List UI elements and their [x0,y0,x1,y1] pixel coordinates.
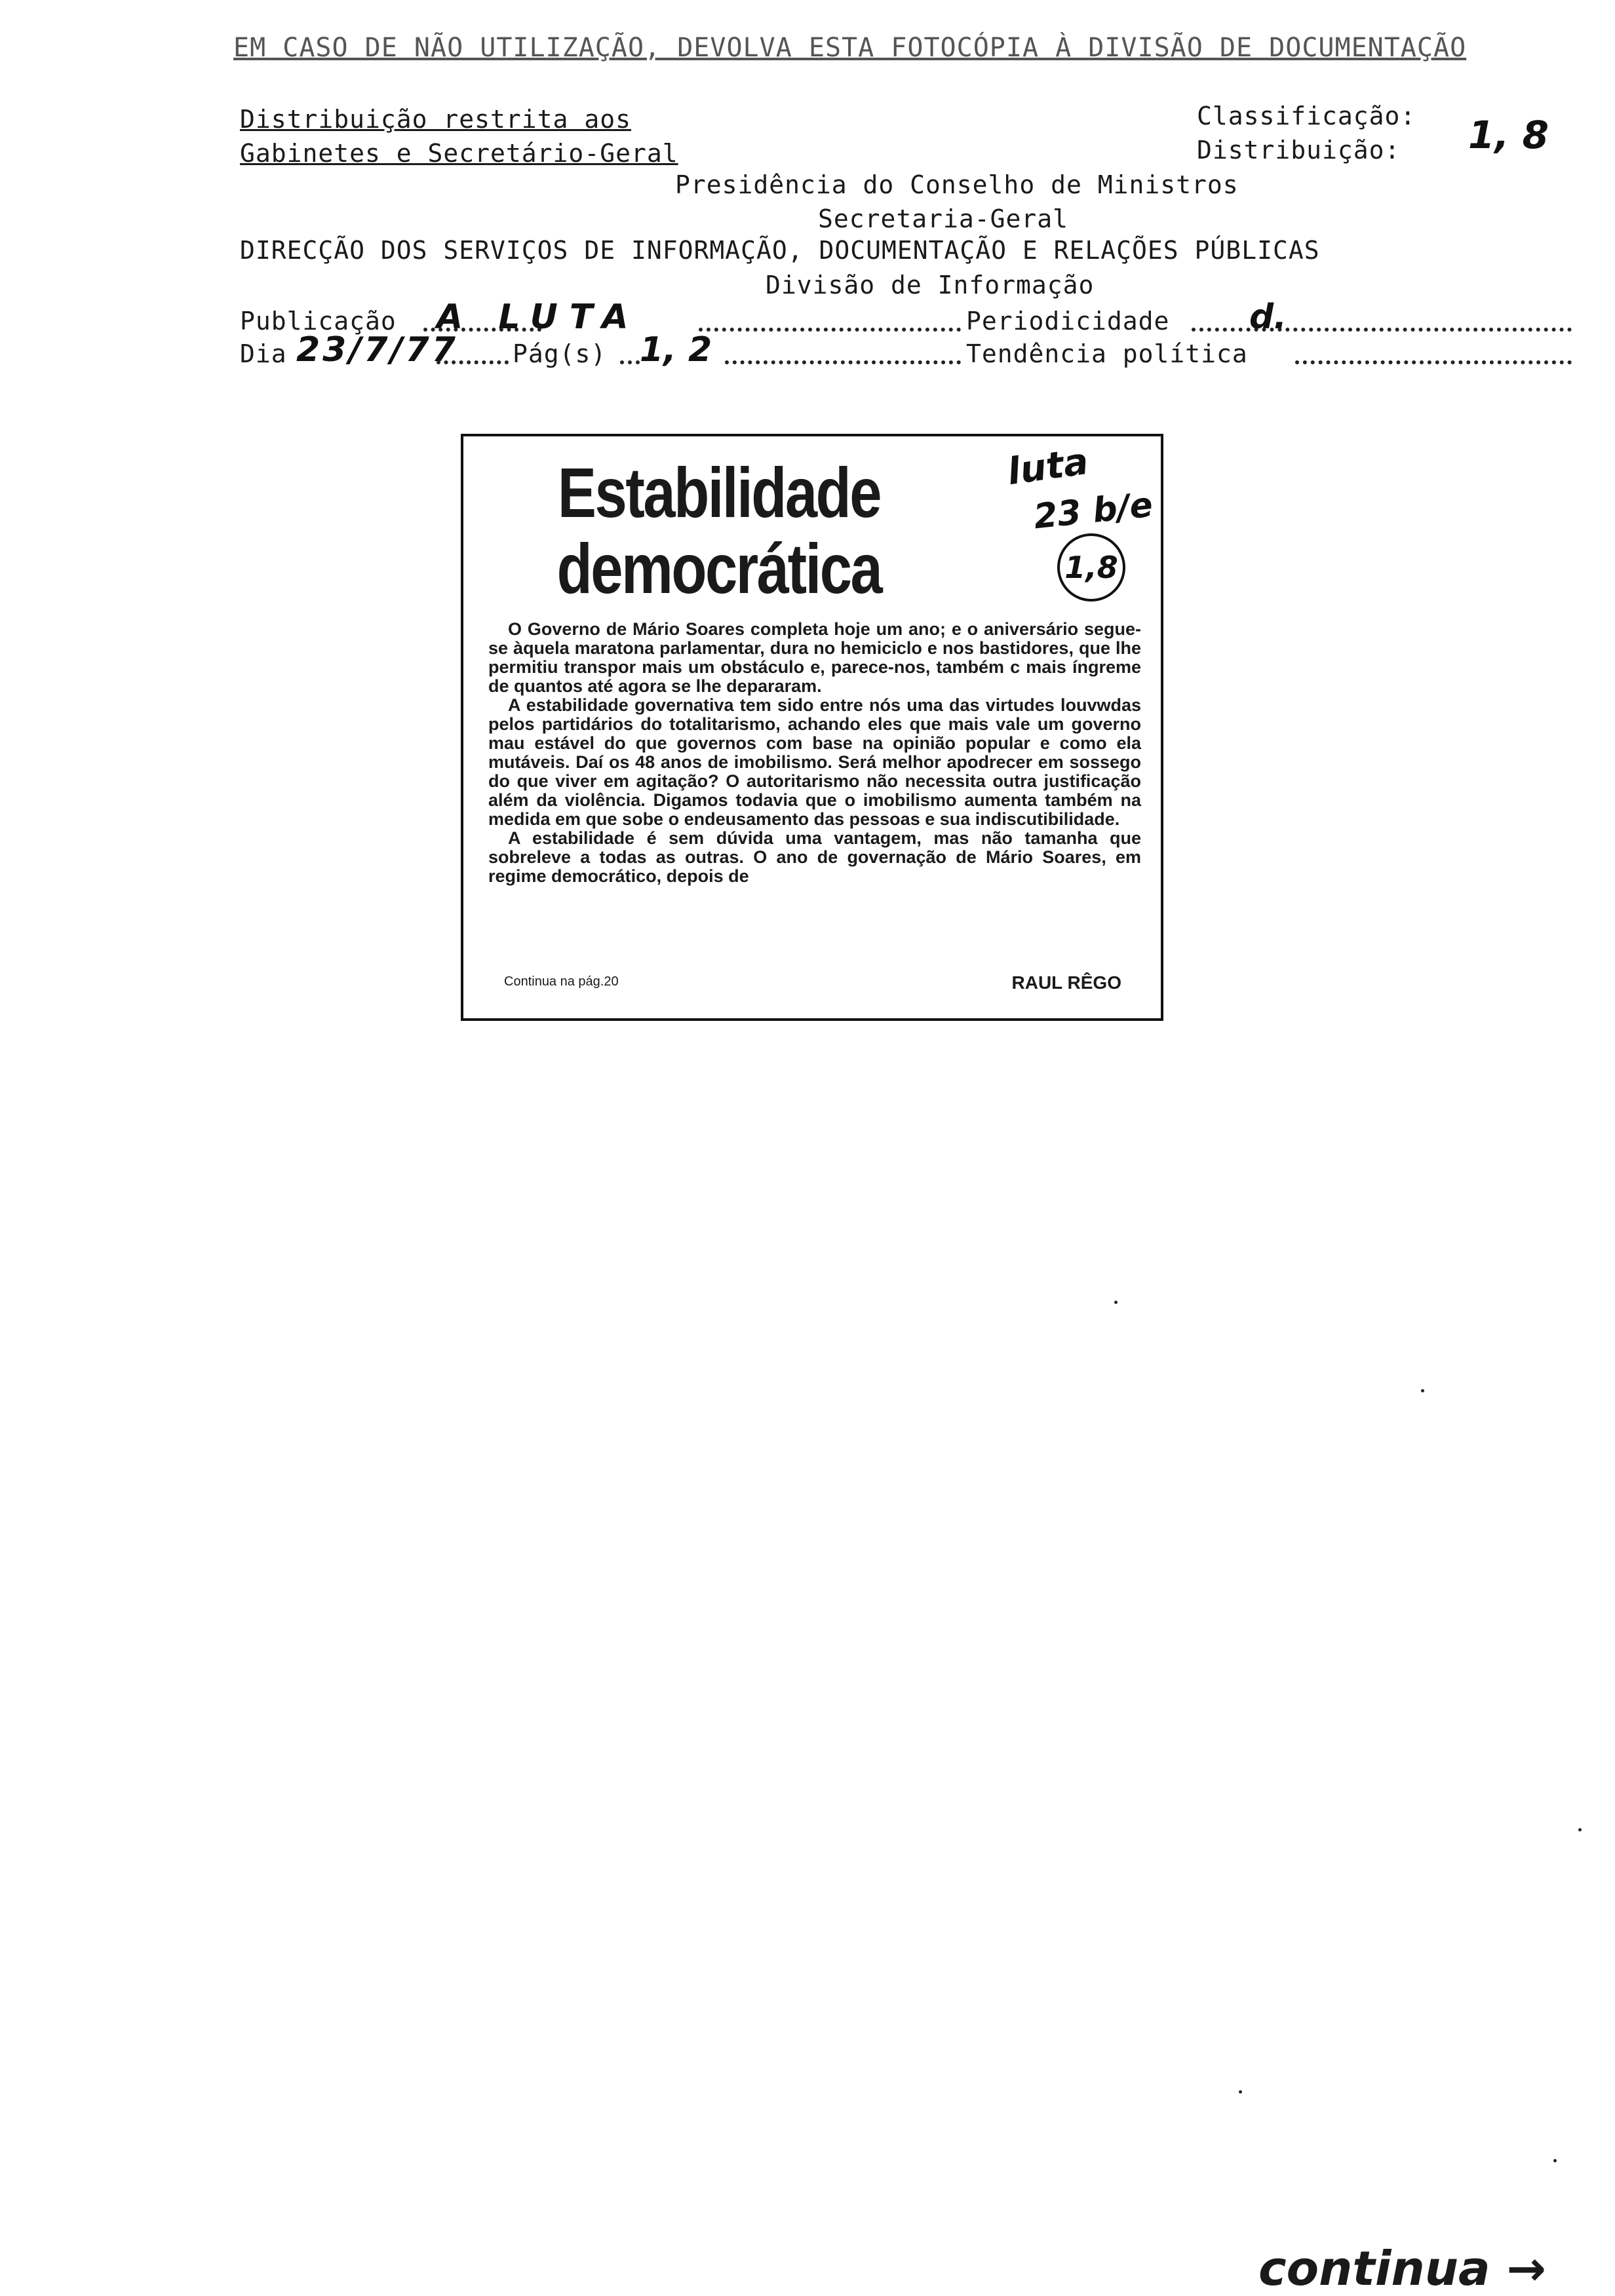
dotted-leader [1192,328,1572,332]
periodicity-label: Periodicidade [966,307,1170,335]
handwritten-date-note: 23 b/e [1032,485,1155,537]
article-paragraph: A estabilidade governativa tem sido entre nós uma das virtudes louvwdas pelos partidários do totalitarismo, achando eles que mais vale um governo mau estável do que governos com base na opinião popular e como ela mutáveis. Daí os 48 anos de imobilismo. Será melhor apodrecer em sossego do que viver em agitação? O autoritarismo não necessita outra justificação além da violência. Digamos todavia que o imobilismo aumenta também na medida em que sobe o endeusamento das pessoas e sua indiscutibilidade. [488,695,1141,829]
scan-speck [1239,2090,1242,2094]
periodicity-handwritten-value: d. [1249,297,1287,337]
article-paragraph: O Governo de Mário Soares completa hoje um ano; e o aniversário segue-se àquela maratona parlamentar, dura no hemiciclo e nos bastidores, que lhe permitiu transpor mais um obstáculo e, parece-nos, também c mais íngreme de quantos até agora se lhe depararam. [488,619,1141,696]
article-title [509,455,929,607]
pages-label: Pág(s) [513,339,607,368]
dotted-leader [725,360,961,364]
handwritten-circled-classification [1057,533,1125,602]
dotted-leader [620,360,640,364]
publication-label: Publicação [240,307,397,335]
division-name: Divisão de Informação [766,271,1095,299]
article-paragraph: A estabilidade é sem dúvida uma vantagem, mas não tamanha que sobreleve a todas as outras. O ano de governação de Mário Soares, em regime democrático, depois de [488,828,1141,886]
political-tendency-label: Tendência política [966,339,1248,368]
day-handwritten-value: 23/7/77 [296,330,458,370]
publication-handwritten-value: A LUTA [437,297,640,337]
day-label: Dia [240,339,287,368]
date-row [240,330,1577,370]
scan-speck [1578,1828,1582,1831]
dotted-leader [1295,360,1572,364]
scan-speck [1553,2159,1557,2162]
handwritten-continua-note: continua → [1258,2241,1546,2296]
distribution-label: Distribuição: [1197,136,1401,164]
circled-classification-text: 1,8 [1064,550,1118,585]
article-title-line-1: Estabilidade [557,453,881,532]
classification-label: Classificação: [1197,102,1416,130]
continued-note: Continua na pág.20 [504,974,619,989]
article-title-line-2: democrática [556,529,882,608]
secretariat-name: Secretaria-Geral [818,204,1069,233]
organization-name: Presidência do Conselho de Ministros [675,170,1239,199]
directorate-name: DIRECÇÃO DOS SERVIÇOS DE INFORMAÇÃO, DOCUMENTAÇÃO E RELAÇÕES PÚBLICAS [240,236,1320,265]
scan-speck [1421,1389,1424,1392]
distribution-restriction-line-2: Gabinetes e Secretário-Geral [240,139,678,168]
newspaper-clipping [461,434,1163,1021]
distribution-restriction-line-1: Distribuição restrita aos [240,105,631,134]
pages-handwritten-value: 1, 2 [640,330,712,370]
handwritten-source-note: luta [1005,440,1091,494]
dotted-leader [437,360,509,364]
return-notice: EM CASO DE NÃO UTILIZAÇÃO, DEVOLVA ESTA FOTOCÓPIA À DIVISÃO DE DOCUMENTAÇÃO [233,33,1467,63]
article-author: RAUL RÊGO [1011,972,1121,993]
scan-speck [1114,1301,1118,1304]
classification-handwritten-value: 1, 8 [1468,113,1549,157]
article-body [488,620,1141,886]
dotted-leader [699,328,961,332]
